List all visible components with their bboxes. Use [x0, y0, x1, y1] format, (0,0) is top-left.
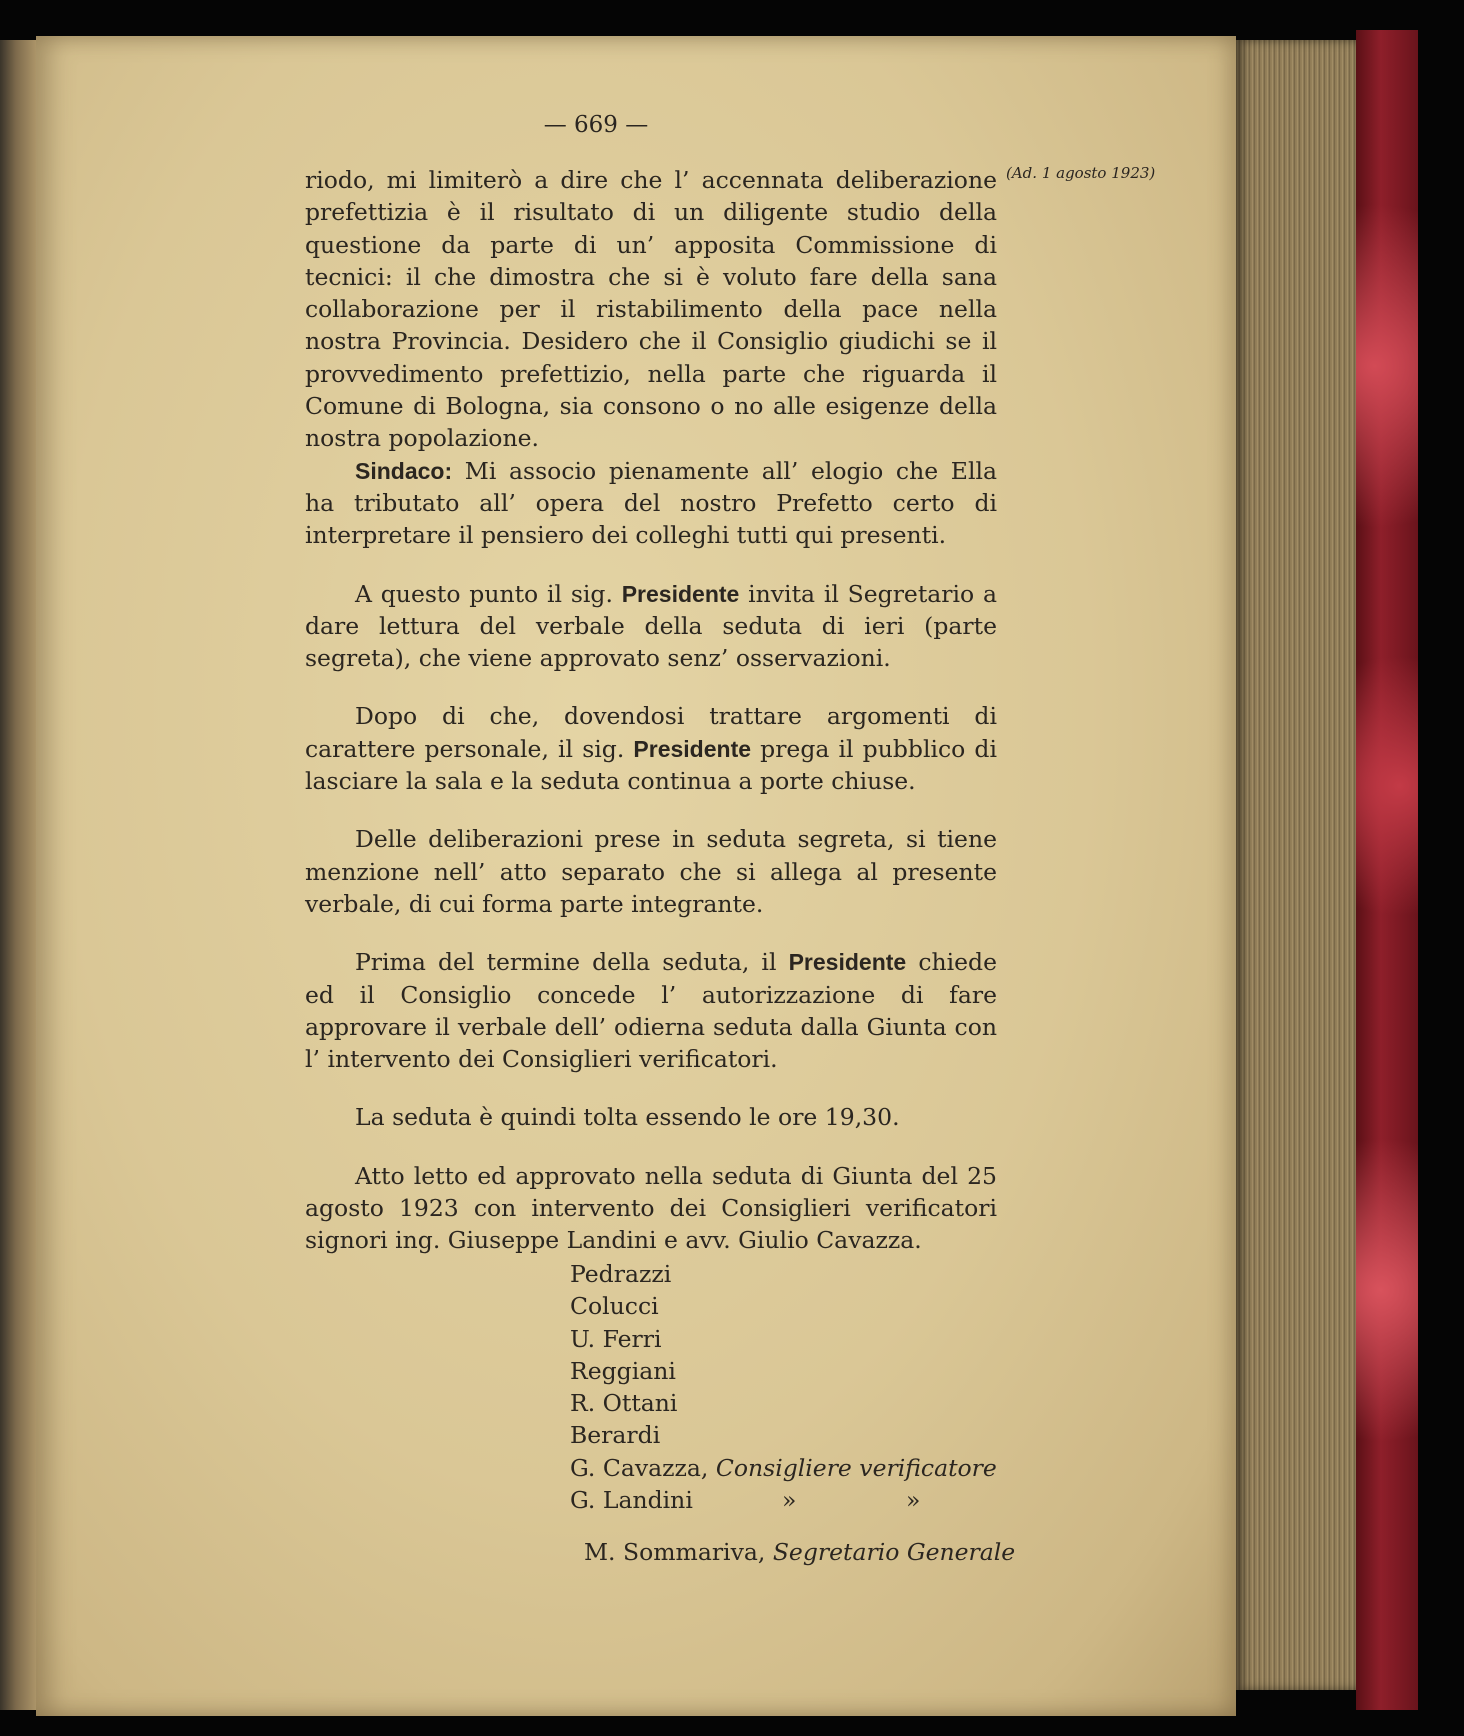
paragraph-8: Atto letto ed approvato nella seduta di Giunta del 25 agosto 1923 con intervento dei Consiglieri verificatori signori ing. Giuseppe Landini e avv. Giulio Cavazza. — [305, 1161, 997, 1255]
presidente-name: Presidente — [621, 580, 740, 607]
presidente-name: Presidente — [788, 949, 907, 976]
signature-reggiani: Reggiani — [570, 1356, 676, 1385]
signature-berardi: Berardi — [570, 1421, 661, 1450]
presidente-name: Presidente — [633, 735, 752, 762]
secretary-signature: M. Sommariva, Segretario Generale — [584, 1538, 1016, 1566]
paragraph-4: Dopo di che, dovendosi trattare argomenti di carattere personale, il sig. Presidente prega il pubblico di lasciare la sala e la seduta continua a porte chiuse. — [305, 702, 997, 796]
signature-cavazza: G. Cavazza, Consigliere verificatore — [570, 1453, 997, 1482]
page-edges — [1236, 40, 1356, 1690]
paragraph-3: A questo punto il sig. Presidente invita il Segretario a dare lettura del verbale della seduta di ieri (parte segreta), che viene approvato senz’ osservazioni. — [305, 579, 997, 673]
paragraph-6: Prima del termine della seduta, il Presidente chiede ed il Consiglio concede l’ autorizzazione di fare approvare il verbale dell’ odierna seduta dalla Giunta con l’ intervento dei Consiglieri verificatori. — [305, 948, 997, 1074]
secretary-role: Segretario Generale — [772, 1538, 1016, 1566]
cavazza-role: Consigliere verificatore — [715, 1453, 997, 1482]
margin-date-note: (Ad. 1 agosto 1923) — [1006, 164, 1156, 182]
ditto-mark: » — [906, 1486, 921, 1515]
paragraph-2: Sindaco: Mi associo pienamente all’ elogio che Ella ha tributato all’ opera del nostro Prefetto certo di interpretare il pensiero dei colleghi tutti qui presenti. — [305, 456, 997, 550]
signature-pedrazzi: Pedrazzi — [570, 1260, 672, 1288]
page-number: — 669 — — [543, 112, 649, 138]
book-cover — [1356, 30, 1418, 1710]
speaker-sindaco: Sindaco: — [355, 457, 453, 484]
body-text — [305, 164, 997, 1257]
paragraph-7: La seduta è quindi tolta essendo le ore 19,30. — [355, 1103, 900, 1132]
paragraph-1: riodo, mi limiterò a dire che l’ accennata deliberazione prefettizia è il risultato di un diligente studio della questione da parte di un’ apposita Commissione di tecnici: il che dimostra che si è voluto fare della sana collaborazione per il ristabilimento della pace nella nostra Provincia. Desidero che il Consiglio giudichi se il provvedimento prefettizio, nella parte che riguarda il Comune di Bologna, sia consono o no alle esigenze della nostra popolazione. — [305, 166, 997, 453]
signature-colucci: Colucci — [570, 1292, 659, 1321]
signature-block — [570, 1258, 997, 1516]
signature-landini: G. Landini » » — [570, 1484, 997, 1516]
ditto-mark: » — [782, 1486, 797, 1515]
signature-ottani: R. Ottani — [570, 1389, 678, 1418]
left-page-edge — [0, 40, 40, 1710]
paragraph-5: Delle deliberazioni prese in seduta segreta, si tiene menzione nell’ atto separato che si allega al presente verbale, di cui forma parte integrante. — [305, 825, 997, 918]
signature-ferri: U. Ferri — [570, 1324, 662, 1353]
